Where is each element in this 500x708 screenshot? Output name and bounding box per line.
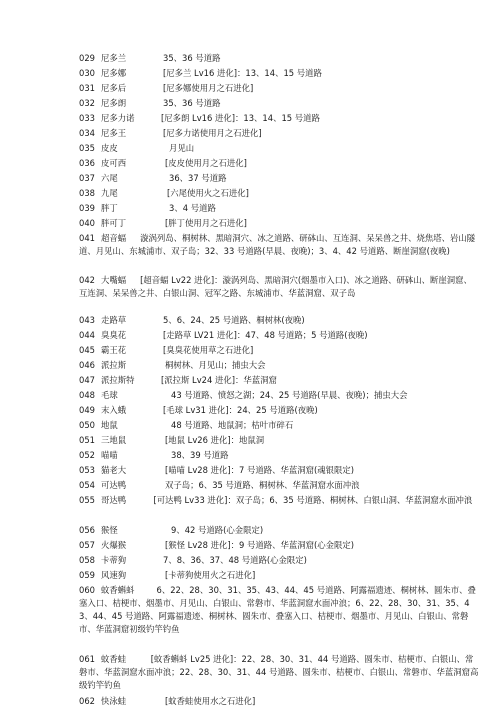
entry-number: 047	[79, 375, 95, 385]
entry-number: 044	[79, 330, 95, 340]
entry-location: 36、37 号道路	[169, 173, 227, 183]
entry-location: 漩涡列岛、桐树林、黑暗洞穴、冰之道路、研砵山、互连洞、呆呆兽之井、烧焦塔、岩山隧道、月见山、东城浦市、双子岛；32、33 号道路(早晨、夜晚)；3、4、42 号道路、断崖洞窟(夜晚)	[79, 233, 476, 256]
entry-name: 地鼠	[101, 420, 118, 430]
entry-location: [地鼠 Lv26 进化]：地鼠洞	[165, 435, 265, 445]
entry-location: 6、22、28、30、31、35、43、44、45 号道路、阿露福遗迹、桐树林、圆朱市、叠塞入口、桔梗市、烟墨市、月见山、白银山、常磐市、华蓝洞窟水面冲浪；6、22、28、30、31、35、43、44、45 号道路、阿露福遗迹、桐树林、圆朱市、叠塞入口、桔梗市、烟墨市、月见山、白银山、常磐市、华蓝洞窟初级钓竿钓鱼	[79, 585, 476, 634]
entry-location: [蚊香蝌蚪 Lv25 进化]：22、28、30、31、44 号道路、圆朱市、桔梗市、白银山、常磐市、华蓝洞窟水面冲浪；22、28、30、31、44 号道路、圆朱市、桔梗市、白银山、常磐市、华蓝洞窟高级钓竿钓鱼	[79, 654, 479, 690]
entry-name: 蚊香蛙	[101, 654, 127, 664]
entry-number: 056	[79, 525, 95, 535]
entry-name: 尼多兰	[101, 53, 127, 63]
entry-name: 可达鸭	[101, 480, 127, 490]
entry-name: 胖丁	[101, 203, 118, 213]
list-item	[79, 584, 479, 636]
entry-name: 派拉斯特	[101, 375, 135, 385]
entry-number: 039	[79, 203, 95, 213]
entry-name: 喵喵	[101, 450, 118, 460]
entry-location: [六尾使用火之石进化]	[167, 188, 249, 198]
entry-name: 三地鼠	[101, 435, 127, 445]
entry-number: 049	[79, 405, 95, 415]
entry-number: 059	[79, 570, 95, 580]
entry-location: [派拉斯 Lv24 进化]：华蓝洞窟	[161, 375, 277, 385]
entry-name: 六尾	[101, 173, 118, 183]
entry-location: 双子岛；6、35 号道路、桐树林、华蓝洞窟水面冲浪	[165, 480, 360, 490]
entry-name: 尼多力诺	[101, 113, 135, 123]
entry-location: [皮皮使用月之石进化]	[165, 158, 247, 168]
entry-number: 054	[79, 480, 95, 490]
entry-name: 哥达鸭	[101, 495, 127, 505]
entry-name: 皮皮	[101, 143, 118, 153]
entry-location: [喵喵 Lv28 进化]：7 号道路、华蓝洞窟(魂银限定)	[165, 465, 355, 475]
entry-location: [卡蒂狗使用火之石进化]	[165, 570, 256, 580]
entry-name: 皮可西	[101, 158, 127, 168]
entry-number: 029	[79, 53, 95, 63]
entry-name: 毛球	[101, 390, 118, 400]
entry-number: 051	[79, 435, 95, 445]
entry-location: 桐树林、月见山；捕虫大会	[165, 360, 266, 370]
entry-name: 快泳蛙	[101, 696, 127, 706]
entry-location: 9、42 号道路(心金限定)	[171, 525, 264, 535]
entry-name: 猴怪	[101, 525, 118, 535]
entry-location: [尼多娜使用月之石进化]	[163, 83, 254, 93]
entry-name: 火爆猴	[101, 540, 127, 550]
entry-name: 猫老大	[101, 465, 127, 475]
entry-number: 032	[79, 98, 95, 108]
entry-name: 蚊香蝌蚪	[101, 585, 135, 595]
entry-name: 尼多后	[101, 83, 127, 93]
entry-number: 037	[79, 173, 95, 183]
entry-location: [尼多兰 Lv16 进化]：13、14、15 号道路	[163, 68, 322, 78]
entry-name: 臭臭花	[101, 330, 127, 340]
entry-location: [臭臭花使用草之石进化]	[163, 345, 254, 355]
entry-name: 尼多王	[101, 128, 127, 138]
entry-name: 大嘴蝠	[101, 275, 127, 285]
entry-number: 055	[79, 495, 95, 505]
entry-number: 033	[79, 113, 95, 123]
entry-location: 35、36 号道路	[163, 98, 221, 108]
entry-number: 030	[79, 68, 95, 78]
entry-location: 38、39 号道路	[171, 450, 229, 460]
entry-number: 045	[79, 345, 95, 355]
entry-name: 派拉斯	[101, 360, 127, 370]
entry-name: 九尾	[101, 188, 118, 198]
entry-number: 058	[79, 555, 95, 565]
entry-location: 月见山	[169, 143, 195, 153]
list-item	[79, 653, 479, 692]
entry-number: 043	[79, 315, 95, 325]
entry-number: 034	[79, 128, 95, 138]
entry-name: 尼多朗	[101, 98, 127, 108]
entry-number: 040	[79, 218, 95, 228]
entry-location: [走路草 LV21 进化]：47、48 号道路；5 号道路(夜晚)	[163, 330, 368, 340]
entry-number: 062	[79, 696, 95, 706]
entry-number: 042	[79, 275, 95, 285]
entry-location: 48 号道路、地鼠洞；枯叶市碎石	[171, 420, 294, 430]
entry-number: 035	[79, 143, 95, 153]
entry-number: 053	[79, 465, 95, 475]
entry-name: 霸王花	[101, 345, 127, 355]
entry-location: [毛球 Lv31 进化]：24、25 号道路(夜晚)	[163, 405, 318, 415]
entry-number: 048	[79, 390, 95, 400]
entry-number: 052	[79, 450, 95, 460]
entry-number: 060	[79, 585, 95, 595]
entry-number: 036	[79, 158, 95, 168]
entry-location: 5、6、24、25 号道路、桐树林(夜晚)	[163, 315, 305, 325]
entry-location: [胖丁使用月之石进化]	[165, 218, 247, 228]
entry-location: [蚊香蛙使用水之石进化]	[165, 696, 256, 706]
entry-number: 041	[79, 233, 95, 243]
entry-number: 038	[79, 188, 95, 198]
list-item	[79, 494, 479, 507]
entry-name: 风速狗	[101, 570, 127, 580]
entry-number: 031	[79, 83, 95, 93]
entry-name: 尼多娜	[101, 68, 127, 78]
entry-number: 046	[79, 360, 95, 370]
entry-name: 卡蒂狗	[101, 555, 127, 565]
entry-location: 43 号道路、愤怒之湖；24、25 号道路(早晨、夜晚)；捕虫大会	[171, 390, 408, 400]
entry-location: [可达鸭 Lv33 进化]：双子岛；6、35 号道路、桐树林、白银山洞、华蓝洞窟水面冲浪	[153, 495, 473, 505]
list-item	[79, 274, 479, 300]
entry-number: 061	[79, 654, 95, 664]
entry-name: 胖可丁	[101, 218, 127, 228]
entry-location: [超音蝠 Lv22 进化]：漩涡列岛、黑暗洞穴(烟墨市入口)、冰之道路、研砵山、断崖洞窟、互连洞、呆呆兽之井、白银山洞、冠军之路、东城浦市、华蓝洞窟、双子岛	[79, 275, 472, 298]
entry-name: 末入蛾	[101, 405, 127, 415]
entry-location: [尼多力诺使用月之石进化]	[163, 128, 262, 138]
entry-number: 050	[79, 420, 95, 430]
entry-name: 超音蝠	[101, 233, 127, 243]
entry-name: 走路草	[101, 315, 127, 325]
entry-location: 35、36 号道路	[163, 53, 221, 63]
entry-location: 7、8、36、37、48 号道路(心金限定)	[163, 555, 307, 565]
entry-number: 057	[79, 540, 95, 550]
list-item	[79, 232, 479, 258]
entry-location: 3、4 号道路	[169, 203, 216, 213]
entry-location: [尼多朗 Lv16 进化]：13、14、15 号道路	[161, 113, 320, 123]
entry-location: [猴怪 Lv28 进化]：9 号道路、华蓝洞窟(心金限定)	[165, 540, 355, 550]
